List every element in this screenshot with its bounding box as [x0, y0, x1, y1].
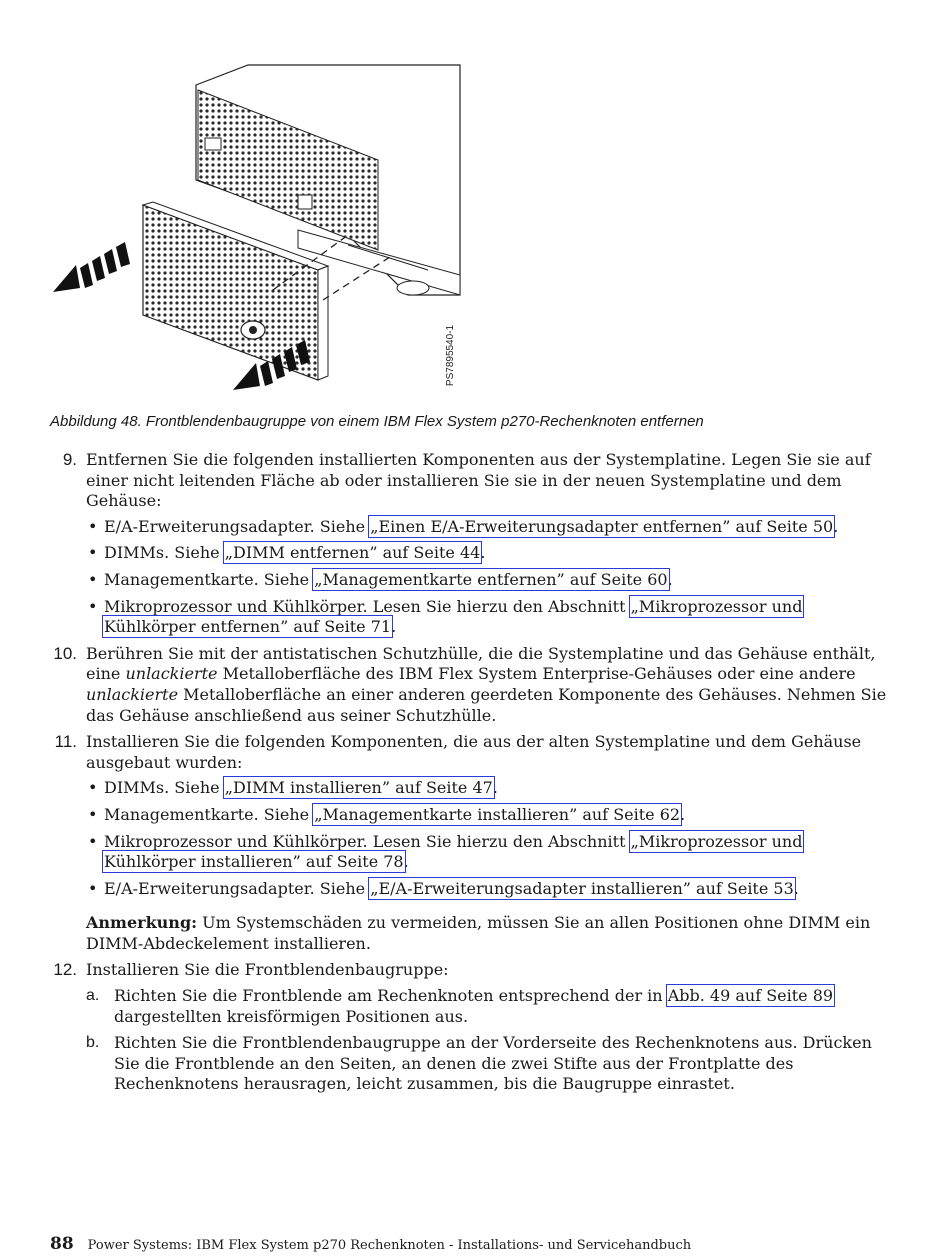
step-number: 12.	[53, 960, 77, 980]
cross-reference-link[interactable]: „DIMM entfernen” auf Seite 44	[224, 543, 481, 563]
step-11	[0, 732, 950, 954]
note-paragraph: Anmerkung: Um Systemschäden zu vermeiden, müssen Sie an allen Positionen ohne DIMM ein DIMM-Abdeckelement installieren.	[86, 913, 871, 953]
cross-reference-link[interactable]: „Mikroprozessor und Kühlkörper installieren” auf Seite 78	[104, 831, 803, 872]
list-item: • Managementkarte. Siehe „Managementkarte installieren” auf Seite 62.	[86, 805, 892, 826]
step-number: 9.	[62, 450, 77, 469]
footer-title: Power Systems: IBM Flex System p270 Rechenknoten - Installations- und Servicehandbuch	[87, 1238, 692, 1253]
list-item: • Mikroprozessor und Kühlkörper. Lesen Sie hierzu den Abschnitt „Mikroprozessor und Kühlkörper installieren” auf Seite 78.	[86, 832, 892, 873]
cross-reference-link[interactable]: „Managementkarte entfernen” auf Seite 60	[314, 569, 668, 589]
bezel-removal-illustration	[48, 60, 468, 395]
step-number: 11.	[54, 732, 77, 752]
step-9	[0, 450, 950, 638]
figure-id-label: PS7895540-1	[445, 324, 457, 387]
procedure-steps	[0, 450, 950, 1101]
cross-reference-link[interactable]: „Einen E/A-Erweiterungsadapter entfernen” auf Seite 50	[370, 516, 834, 536]
step-number: 10.	[53, 643, 77, 663]
list-item: • E/A-Erweiterungsadapter. Siehe „E/A-Erweiterungsadapter installieren” auf Seite 53.	[86, 879, 892, 900]
step-text: Berühren Sie mit der antistatischen Schutzhülle, die die Systemplatine und das Gehäuse enthält, eine unlackierte Metalloberfläche des IBM Flex System Enterprise-Gehäuses oder eine andere unlackierte Metalloberfläche an einer anderen geerdeten Komponente des Gehäuses. Nehmen Sie das Gehäuse anschließend aus seiner Schutzhülle.	[86, 643, 887, 725]
list-item: • Mikroprozessor und Kühlkörper. Lesen Sie hierzu den Abschnitt „Mikroprozessor und Kühlkörper entfernen” auf Seite 71.	[86, 597, 892, 638]
substep-letter: a.	[86, 987, 100, 1005]
cross-reference-link[interactable]: Abb. 49 auf Seite 89	[667, 986, 834, 1006]
list-item: • DIMMs. Siehe „DIMM entfernen” auf Seite 44.	[86, 543, 892, 564]
step-text: Entfernen Sie die folgenden installierten Komponenten aus der Systemplatine. Legen Sie sie auf einer nicht leitenden Fläche ab oder installieren Sie sie in der neuen Systemplatine und dem Gehäuse:	[86, 450, 871, 511]
substep-list	[86, 986, 892, 1095]
step-12	[0, 960, 950, 1095]
step-10	[0, 644, 950, 726]
step-text: Installieren Sie die Frontblendenbaugruppe:	[86, 960, 449, 980]
substep-b: b. Richten Sie die Frontblendenbaugruppe an der Vorderseite des Rechenknotens aus. Drücken Sie die Frontblende an den Seiten, an denen die zwei Stifte aus der Frontplatte des Rechenknotens herausragen, leicht zusammen, bis die Baugruppe einrastet.	[86, 1033, 872, 1094]
cross-reference-link[interactable]: „E/A-Erweiterungsadapter installieren” auf Seite 53	[370, 878, 794, 898]
component-list	[86, 517, 892, 638]
substep-a: a. Richten Sie die Frontblende am Rechenknoten entsprechend der in Abb. 49 auf Seite 89 dargestellten kreisförmigen Positionen aus.	[86, 986, 834, 1026]
cross-reference-link[interactable]: „Mikroprozessor und Kühlkörper entfernen” auf Seite 71	[104, 596, 803, 637]
component-list	[86, 778, 892, 899]
figure-illustration	[48, 60, 468, 395]
note-label: Anmerkung:	[86, 913, 198, 933]
list-item: • E/A-Erweiterungsadapter. Siehe „Einen E/A-Erweiterungsadapter entfernen” auf Seite 50.	[86, 517, 892, 538]
page-number: 88	[50, 1234, 74, 1254]
figure-caption: Abbildung 48. Frontblendenbaugruppe von einem IBM Flex System p270-Rechenknoten entfernen	[50, 413, 704, 430]
list-item: • Managementkarte. Siehe „Managementkarte entfernen” auf Seite 60.	[86, 570, 892, 591]
cross-reference-link[interactable]: „Managementkarte installieren” auf Seite 62	[314, 804, 681, 824]
emphasis-text: unlackierte	[86, 684, 179, 704]
cross-reference-link[interactable]: „DIMM installieren” auf Seite 47	[224, 778, 493, 798]
substep-letter: b.	[86, 1034, 100, 1052]
emphasis-text: unlackierte	[125, 664, 218, 684]
list-item: • DIMMs. Siehe „DIMM installieren” auf Seite 47.	[86, 778, 892, 799]
step-text: Installieren Sie die folgenden Komponenten, die aus der alten Systemplatine und dem Gehäuse ausgebaut wurden:	[86, 732, 862, 772]
page-footer	[50, 1234, 691, 1254]
